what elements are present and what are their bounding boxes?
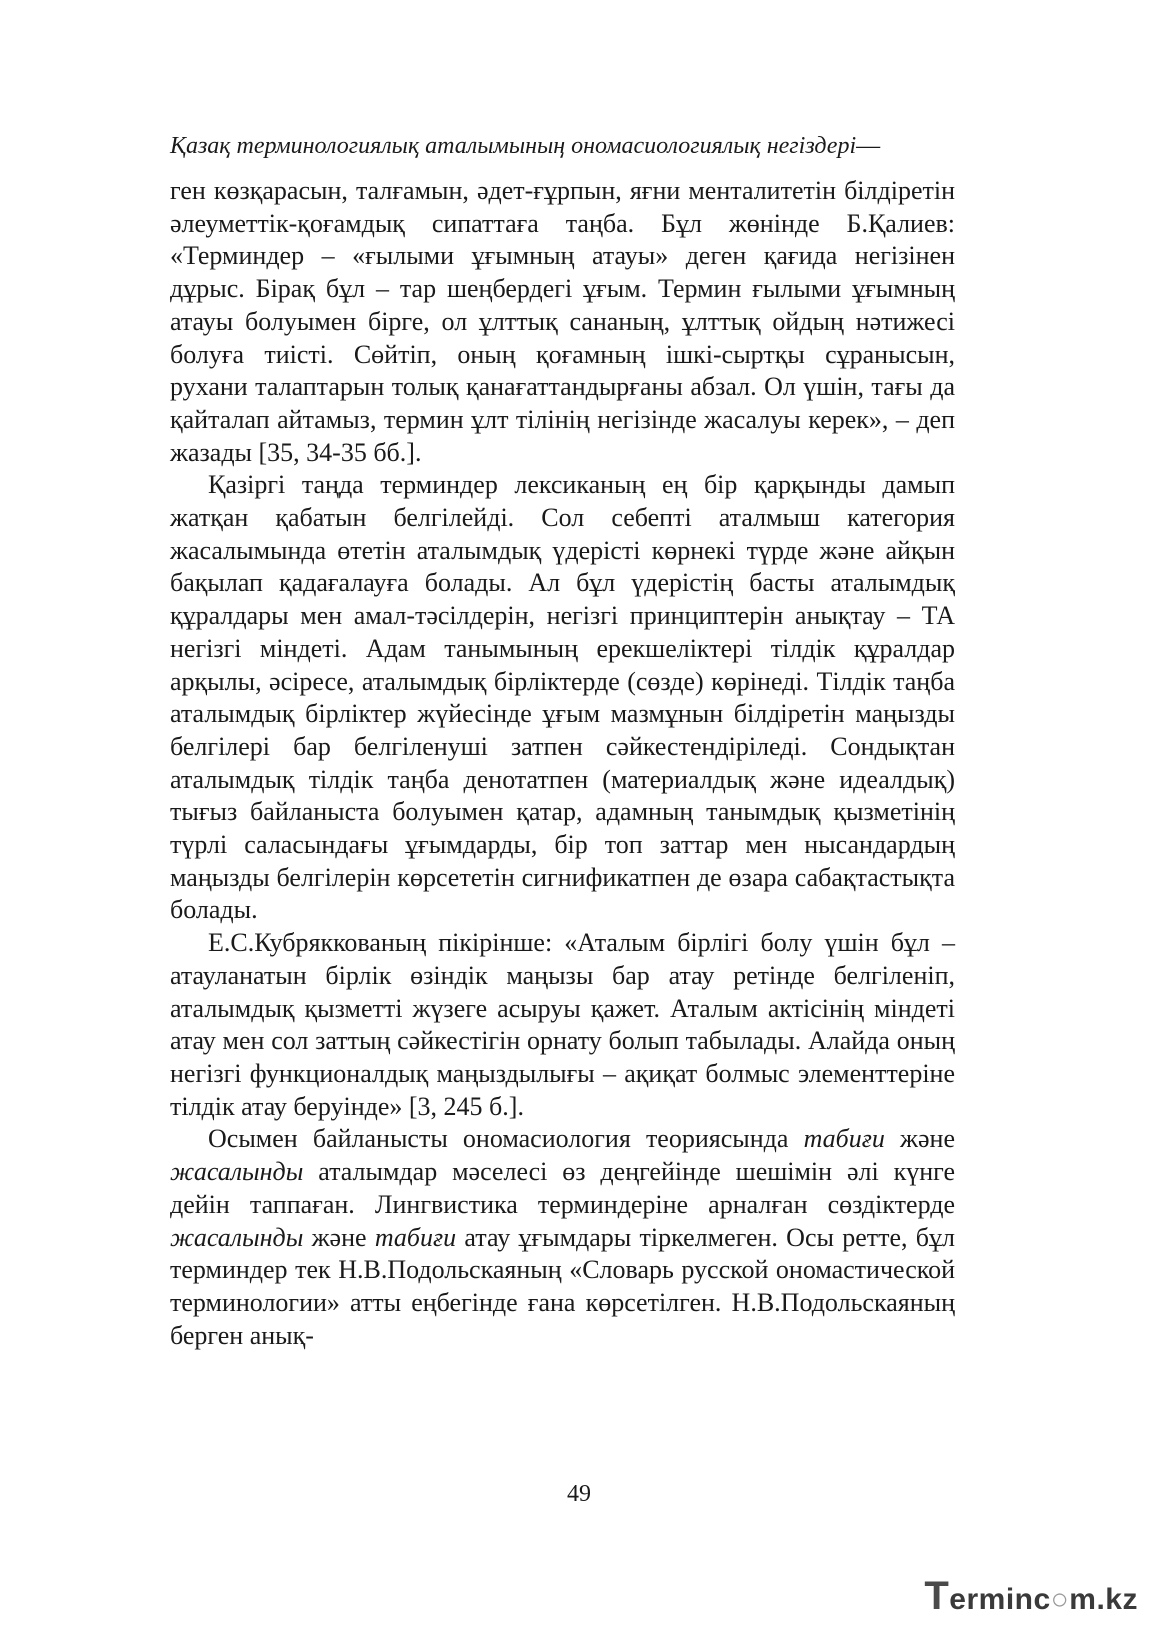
paragraph-4-span-7: және — [303, 1222, 375, 1252]
paragraph-4-term-tabigi-2: табиғи — [374, 1222, 457, 1252]
paragraph-4 — [170, 1123, 955, 1352]
paragraph-1 — [170, 175, 955, 469]
paragraph-1-text: ген көзқарасын, талғамын, әдет-ғұрпын, яғни менталитетін білдіретін әлеуметтік-қоғамдық сипаттаға таңба. Бұл жөнінде Б.Қалиев: «Терминдер – «ғылыми ұғымның атауы» деген қағида негізінен дұрыс. Бірақ бұл – тар шеңбердегі ұғым. Термин ғылыми ұғымның атауы болуымен бірге, ол ұлттық сананың, ұлттық ойдың нәтижесі болуға тиісті. Сөйтіп, оның қоғамның ішкі-сыртқы сұранысын, рухани талаптарын толық қанағаттандырғаны абзал. Ол үшін, тағы да қайталап айтамыз, термин ұлт тілінің негізінде жасалуы керек», – деп жазады [35, 34-35 бб.]. — [170, 176, 955, 467]
page-number: 49 — [567, 1481, 591, 1507]
running-header — [170, 131, 960, 161]
paragraph-2 — [170, 469, 955, 927]
running-header-title: Қазақ терминологиялық аталымының ономасиологиялық негіздері — [170, 133, 857, 159]
paragraph-4-span-5: аталымдар мәселесі өз деңгейінде шешімін әлі күнге дейін таппаған. Лингвистика терминдеріне арналған сөздіктерде — [170, 1157, 955, 1219]
paragraph-4-term-tabigi: табиғи — [803, 1124, 885, 1154]
paragraph-4-span-3: және — [884, 1124, 955, 1154]
paragraph-3 — [170, 927, 955, 1123]
paragraph-4-term-zhasalyndy: жасалынды — [170, 1157, 304, 1187]
paragraph-4-term-zhasalyndy-2: жасалынды — [170, 1222, 304, 1252]
watermark-part-1: erminc — [949, 1583, 1051, 1616]
watermark-ring-icon: ○ — [1050, 1583, 1070, 1616]
paragraph-3-text: Е.С.Кубряккованың пікірінше: «Аталым бірлігі болу үшін бұл – атауланатын бірлік өзіндік маңызы бар атау ретінде белгіленіп, аталымдық қызметті жүзеге асыруы қажет. Аталым актісінің міндеті атау мен сол заттың сәйкестігін орнату болып табылады. Алайда оның негізгі функционалдық маңыздылығы – ақиқат болмыс элементтеріне тілдік атау беруінде» [3, 245 б.]. — [170, 928, 955, 1121]
paragraph-2-text: Қазіргі таңда терминдер лексиканың ең бір қарқынды дамып жатқан қабатын белгілейді. Сол себепті аталмыш категория жасалымында өтетін аталымдық үдерісті көрнекі түрде және айқын бақылап қадағалауға болады. Ал бұл үдерістің басты аталымдық құралдары мен амал-тәсілдерін, негізгі принциптерін анықтау – ТА негізгі міндеті. Адам танымының ерекшеліктері тілдік құралдар арқылы, әсіресе, аталымдық бірліктерде (сөзде) көрінеді. Тілдік таңба аталымдық бірліктер жүйесінде ұғым мазмұнын білдіретін маңызды белгілері бар белгіленуші затпен сәйкестендіріледі. Сондықтан аталымдық тілдік таңба денотатпен (материалдық және идеалдық) тығыз байланыста болуымен қатар, адамның танымдық қызметінің түрлі саласындағы ұғымдарды, бір топ заттар мен нысандардың маңызды белгілерін көрсететін сигнификатпен де өзара сабақтастықта болады. — [170, 470, 955, 925]
watermark-part-2: m.kz — [1069, 1583, 1138, 1616]
paragraph-4-span-1: Осымен байланысты ономасиология теориясында — [208, 1124, 804, 1154]
body-text — [170, 175, 955, 1352]
running-header-dash: — — [856, 133, 881, 159]
watermark-first-letter: T — [924, 1574, 950, 1618]
site-watermark-logo — [924, 1574, 1138, 1618]
paragraph-4-span-9: атау ұғымдары тіркелмеген. Осы ретте, бұл терминдер тек Н.В.Подольскаяның «Словарь русской ономастической терминологии» атты еңбегінде ғана көрсетілген. Н.В.Подольскаяның берген анық- — [170, 1222, 955, 1350]
